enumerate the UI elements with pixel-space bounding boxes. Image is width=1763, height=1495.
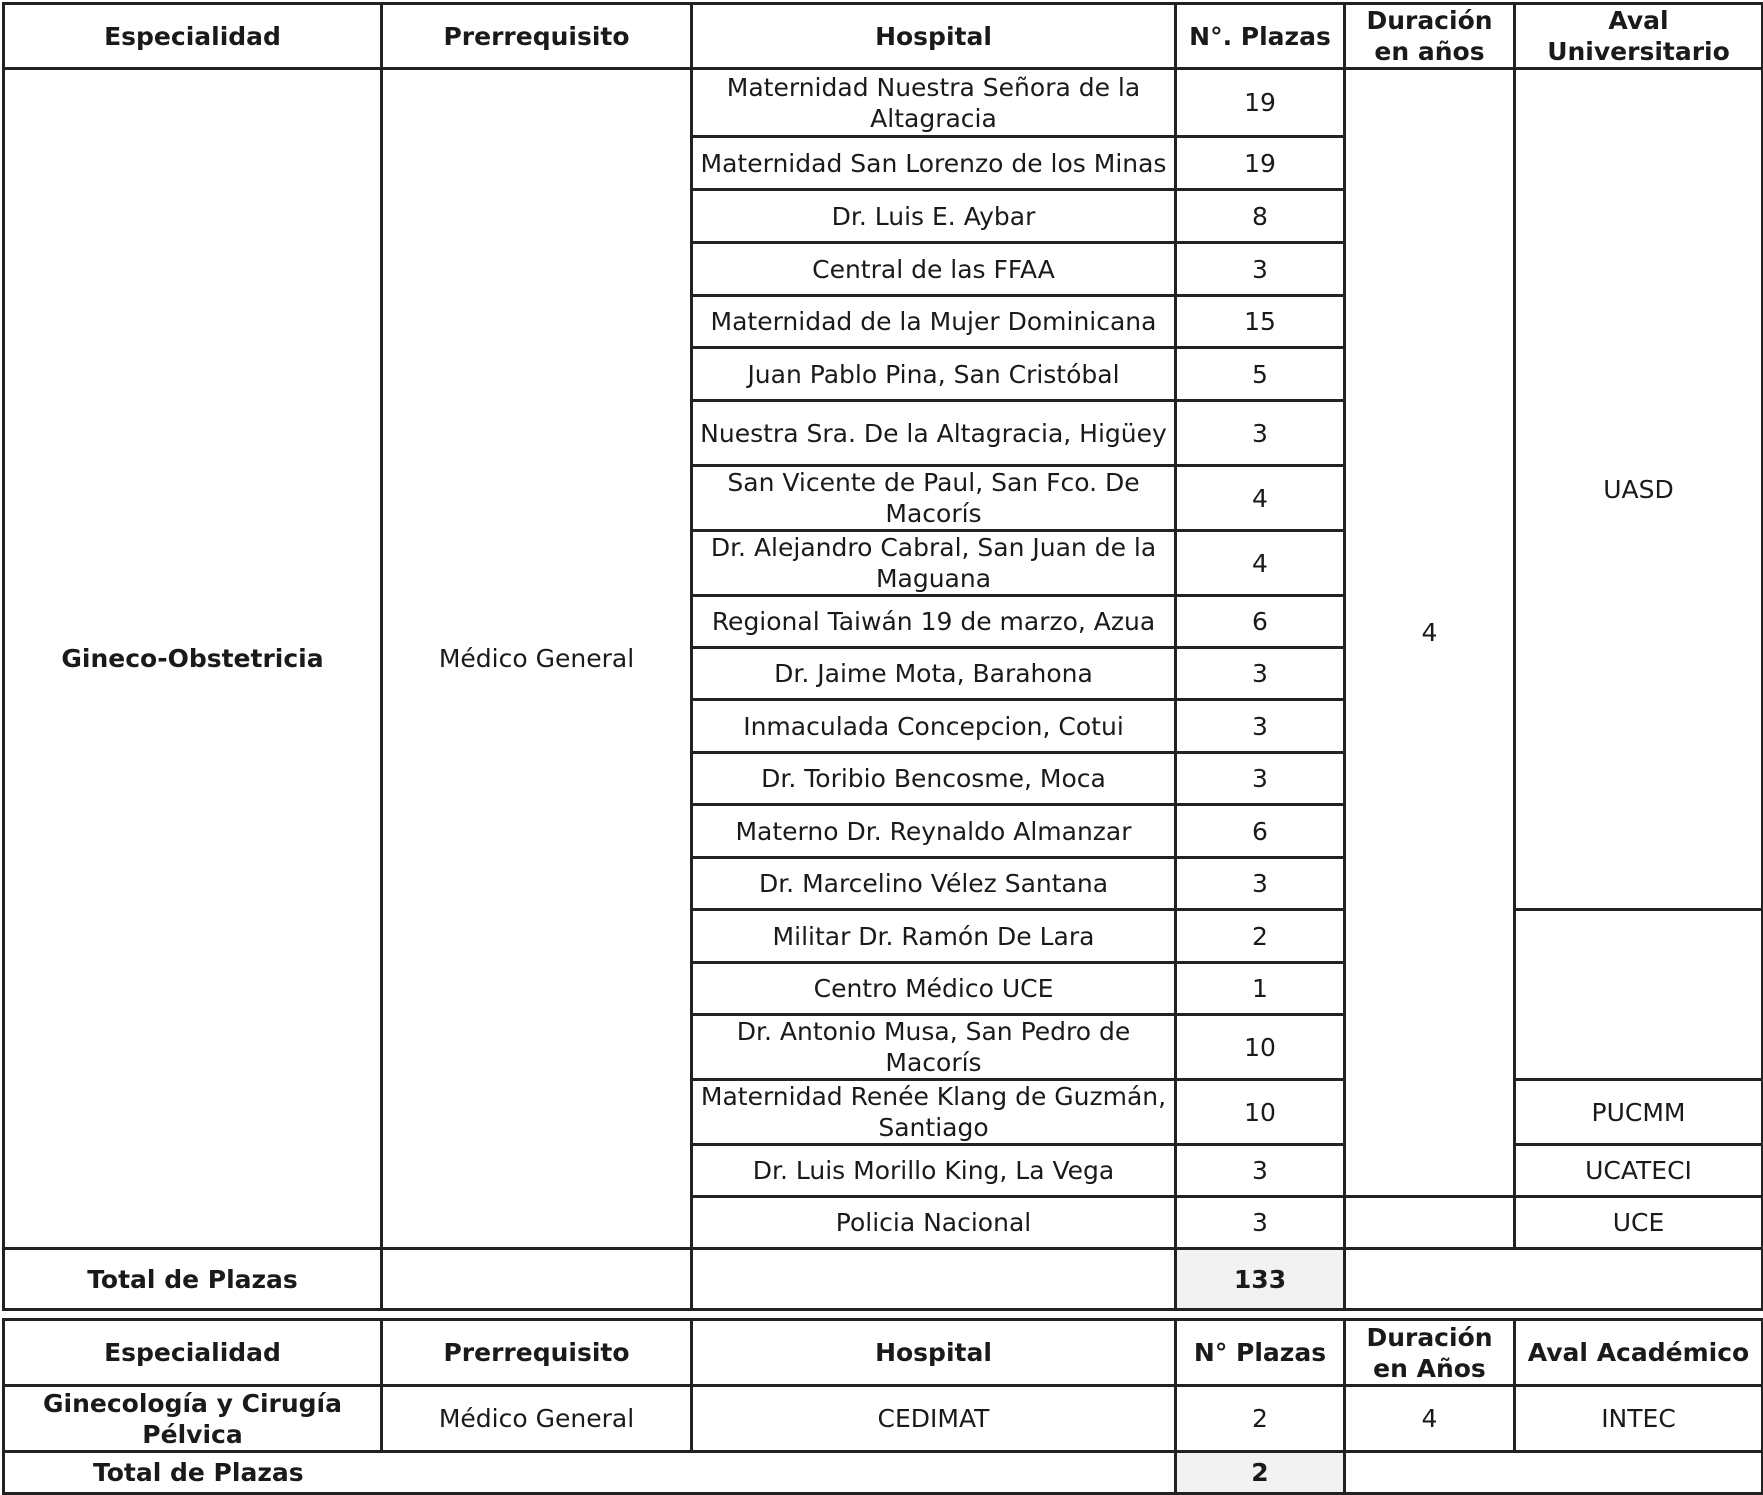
hospital-cell: Militar Dr. Ramón De Lara	[692, 910, 1176, 963]
total-empty-cell	[382, 1249, 692, 1310]
total-value: 133	[1176, 1249, 1345, 1310]
table-gineco-obstetricia	[2, 2, 1763, 1311]
header-aval: Aval Académico	[1515, 1320, 1763, 1386]
total-label: Total de Plazas	[4, 1249, 382, 1310]
plazas-cell: 1	[1176, 963, 1345, 1015]
aval-pucmm-cell: PUCMM	[1515, 1080, 1763, 1145]
plazas-cell: 3	[1176, 858, 1345, 910]
total-row	[4, 1249, 1763, 1310]
hospital-cell: Maternidad Nuestra Señora de la Altagracia	[692, 69, 1176, 137]
hospital-cell: Inmaculada Concepcion, Cotui	[692, 700, 1176, 753]
duracion-empty-cell	[1345, 1197, 1515, 1249]
header-plazas: N°. Plazas	[1176, 4, 1345, 69]
header-prerrequisito: Prerrequisito	[382, 1320, 692, 1386]
hospital-cell: Centro Médico UCE	[692, 963, 1176, 1015]
hospital-cell: Dr. Luis Morillo King, La Vega	[692, 1145, 1176, 1197]
hospital-cell: San Vicente de Paul, San Fco. De Macorís	[692, 466, 1176, 531]
hospital-cell: Nuestra Sra. De la Altagracia, Higüey	[692, 401, 1176, 466]
duracion-cell: 4	[1345, 1386, 1515, 1452]
aval-cell: INTEC	[1515, 1386, 1763, 1452]
plazas-cell: 15	[1176, 296, 1345, 348]
header-duracion: Duración en años	[1345, 4, 1515, 69]
hospital-cell: Juan Pablo Pina, San Cristóbal	[692, 348, 1176, 401]
table-ginecologia-cirugia-pelvica	[2, 1318, 1763, 1495]
aval-uce-cell: UCE	[1515, 1197, 1763, 1249]
especialidad-cell: Gineco-Obstetricia	[4, 69, 382, 1249]
hospital-cell: Maternidad de la Mujer Dominicana	[692, 296, 1176, 348]
header-hospital: Hospital	[692, 4, 1176, 69]
plazas-cell: 3	[1176, 753, 1345, 805]
prerrequisito-cell: Médico General	[382, 1386, 692, 1452]
hospital-cell: CEDIMAT	[692, 1386, 1176, 1452]
hospital-cell: Regional Taiwán 19 de marzo, Azua	[692, 596, 1176, 648]
hospital-cell: Policia Nacional	[692, 1197, 1176, 1249]
plazas-cell: 10	[1176, 1080, 1345, 1145]
header-prerrequisito: Prerrequisito	[382, 4, 692, 69]
plazas-cell: 2	[1176, 1386, 1345, 1452]
especialidad-cell: Ginecología y Cirugía Pélvica	[4, 1386, 382, 1452]
plazas-cell: 10	[1176, 1015, 1345, 1080]
header-duracion: Duración en Años	[1345, 1320, 1515, 1386]
plazas-cell: 19	[1176, 69, 1345, 137]
aval-ucateci-cell: UCATECI	[1515, 1145, 1763, 1197]
header-aval: Aval Universitario	[1515, 4, 1763, 69]
table-header-row	[4, 1320, 1763, 1386]
total-row	[4, 1452, 1763, 1494]
plazas-cell: 19	[1176, 137, 1345, 190]
plazas-cell: 3	[1176, 401, 1345, 466]
total-value: 2	[1176, 1452, 1345, 1494]
plazas-cell: 5	[1176, 348, 1345, 401]
total-label: Total de Plazas	[4, 1452, 1176, 1494]
hospital-cell: Maternidad Renée Klang de Guzmán, Santiago	[692, 1080, 1176, 1145]
header-plazas: N° Plazas	[1176, 1320, 1345, 1386]
table-row	[4, 69, 1763, 137]
plazas-cell: 3	[1176, 700, 1345, 753]
plazas-cell: 3	[1176, 648, 1345, 700]
total-empty-cell	[1345, 1249, 1763, 1310]
hospital-cell: Materno Dr. Reynaldo Almanzar	[692, 805, 1176, 858]
hospital-cell: Dr. Marcelino Vélez Santana	[692, 858, 1176, 910]
aval-uasd-cell: UASD	[1515, 69, 1763, 910]
hospital-cell: Dr. Jaime Mota, Barahona	[692, 648, 1176, 700]
hospital-cell: Dr. Luis E. Aybar	[692, 190, 1176, 243]
hospital-cell: Maternidad San Lorenzo de los Minas	[692, 137, 1176, 190]
duracion-cell: 4	[1345, 69, 1515, 1197]
plazas-cell: 6	[1176, 805, 1345, 858]
table-header-row	[4, 4, 1763, 69]
plazas-cell: 8	[1176, 190, 1345, 243]
total-empty-cell	[692, 1249, 1176, 1310]
plazas-cell: 4	[1176, 466, 1345, 531]
hospital-cell: Dr. Toribio Bencosme, Moca	[692, 753, 1176, 805]
plazas-cell: 4	[1176, 531, 1345, 596]
plazas-cell: 3	[1176, 1145, 1345, 1197]
hospital-cell: Dr. Antonio Musa, San Pedro de Macorís	[692, 1015, 1176, 1080]
prerrequisito-cell: Médico General	[382, 69, 692, 1249]
plazas-cell: 2	[1176, 910, 1345, 963]
total-empty-cell	[1345, 1452, 1763, 1494]
header-especialidad: Especialidad	[4, 4, 382, 69]
header-hospital: Hospital	[692, 1320, 1176, 1386]
header-especialidad: Especialidad	[4, 1320, 382, 1386]
hospital-cell: Central de las FFAA	[692, 243, 1176, 296]
plazas-cell: 6	[1176, 596, 1345, 648]
hospital-cell: Dr. Alejandro Cabral, San Juan de la Maguana	[692, 531, 1176, 596]
plazas-cell: 3	[1176, 1197, 1345, 1249]
table-row	[4, 1386, 1763, 1452]
plazas-cell: 3	[1176, 243, 1345, 296]
aval-empty-cell	[1515, 910, 1763, 1080]
